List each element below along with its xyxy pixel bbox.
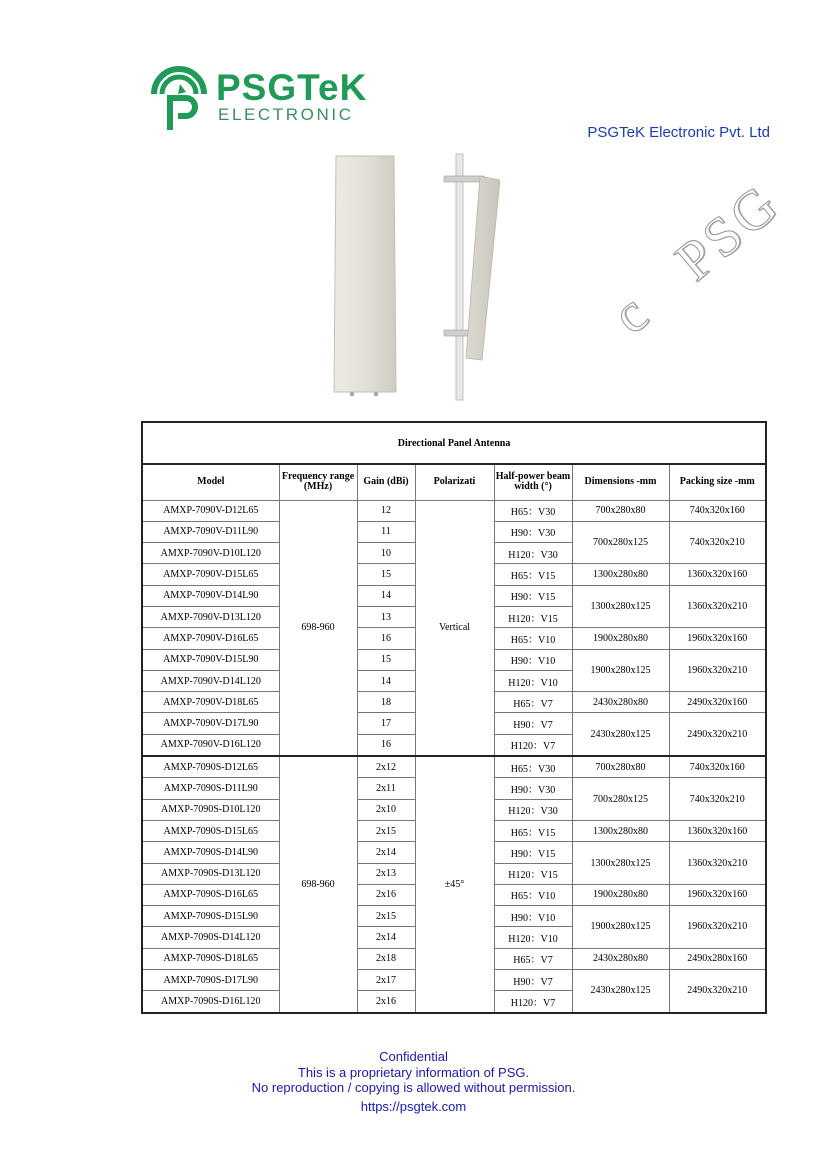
beam-width-cell: H90：V30 bbox=[494, 778, 572, 799]
antenna-product-image bbox=[320, 152, 500, 402]
model-cell: AMXP-7090V-D15L90 bbox=[142, 649, 279, 670]
model-cell: AMXP-7090S-D10L120 bbox=[142, 799, 279, 820]
gain-cell: 2x14 bbox=[357, 842, 415, 863]
gain-cell: 2x17 bbox=[357, 970, 415, 991]
dimensions-cell: 2430x280x125 bbox=[572, 970, 669, 1013]
gain-cell: 2x16 bbox=[357, 884, 415, 905]
model-cell: AMXP-7090S-D11L90 bbox=[142, 778, 279, 799]
model-cell: AMXP-7090S-D14L120 bbox=[142, 927, 279, 948]
dimensions-cell: 1300x280x80 bbox=[572, 820, 669, 841]
header-model: Model bbox=[142, 464, 279, 500]
beam-width-cell: H65：V10 bbox=[494, 884, 572, 905]
model-cell: AMXP-7090S-D16L120 bbox=[142, 991, 279, 1013]
dimensions-cell: 1300x280x80 bbox=[572, 564, 669, 585]
gain-cell: 2x10 bbox=[357, 799, 415, 820]
model-cell: AMXP-7090V-D12L65 bbox=[142, 500, 279, 521]
packing-cell: 2490x320x160 bbox=[669, 692, 766, 713]
logo-mark-icon bbox=[146, 64, 212, 132]
model-cell: AMXP-7090S-D15L65 bbox=[142, 820, 279, 841]
beam-width-cell: H90：V15 bbox=[494, 842, 572, 863]
beam-width-cell: H90：V7 bbox=[494, 713, 572, 734]
company-logo bbox=[146, 64, 376, 136]
footer-confidential: Confidential bbox=[379, 1049, 448, 1064]
beam-width-cell: H65：V15 bbox=[494, 820, 572, 841]
packing-cell: 1360x320x160 bbox=[669, 564, 766, 585]
watermark-left: c bbox=[600, 280, 663, 347]
model-cell: AMXP-7090S-D14L90 bbox=[142, 842, 279, 863]
beam-width-cell: H65：V30 bbox=[494, 756, 572, 778]
gain-cell: 11 bbox=[357, 521, 415, 542]
beam-width-cell: H120：V10 bbox=[494, 670, 572, 691]
table-row bbox=[142, 500, 766, 521]
beam-width-cell: H120：V30 bbox=[494, 543, 572, 564]
beam-width-cell: H90：V10 bbox=[494, 649, 572, 670]
dimensions-cell: 1300x280x125 bbox=[572, 585, 669, 628]
header-dimensions: Dimensions -mm bbox=[572, 464, 669, 500]
psg-watermark bbox=[600, 171, 793, 347]
packing-cell: 740x320x160 bbox=[669, 500, 766, 521]
model-cell: AMXP-7090V-D17L90 bbox=[142, 713, 279, 734]
beam-width-cell: H120：V30 bbox=[494, 799, 572, 820]
header-packing: Packing size -mm bbox=[669, 464, 766, 500]
beam-width-cell: H65：V7 bbox=[494, 692, 572, 713]
header-beam-width: Half-power beam width (°) bbox=[494, 464, 572, 500]
gain-cell: 2x13 bbox=[357, 863, 415, 884]
beam-width-cell: H90：V15 bbox=[494, 585, 572, 606]
dimensions-cell: 1300x280x125 bbox=[572, 842, 669, 885]
gain-cell: 14 bbox=[357, 670, 415, 691]
packing-cell: 740x320x210 bbox=[669, 778, 766, 821]
frequency-cell: 698-960 bbox=[279, 756, 357, 1013]
dimensions-cell: 1900x280x125 bbox=[572, 906, 669, 949]
packing-cell: 1360x320x210 bbox=[669, 585, 766, 628]
model-cell: AMXP-7090S-D13L120 bbox=[142, 863, 279, 884]
packing-cell: 2490x320x210 bbox=[669, 713, 766, 756]
model-cell: AMXP-7090S-D12L65 bbox=[142, 756, 279, 778]
table-row bbox=[142, 756, 766, 778]
model-cell: AMXP-7090V-D16L120 bbox=[142, 734, 279, 756]
company-name: PSGTeK Electronic Pvt. Ltd bbox=[587, 124, 770, 141]
gain-cell: 2x16 bbox=[357, 991, 415, 1013]
spec-table bbox=[141, 421, 767, 1014]
polarization-cell: ±45° bbox=[415, 756, 494, 1013]
gain-cell: 12 bbox=[357, 500, 415, 521]
model-cell: AMXP-7090V-D16L65 bbox=[142, 628, 279, 649]
dimensions-cell: 700x280x80 bbox=[572, 756, 669, 778]
packing-cell: 2490x320x210 bbox=[669, 970, 766, 1013]
dimensions-cell: 2430x280x125 bbox=[572, 713, 669, 756]
header-polarization: Polarizati bbox=[415, 464, 494, 500]
model-cell: AMXP-7090V-D10L120 bbox=[142, 543, 279, 564]
dimensions-cell: 2430x280x80 bbox=[572, 692, 669, 713]
model-cell: AMXP-7090S-D17L90 bbox=[142, 970, 279, 991]
footer-proprietary: This is a proprietary information of PSG. bbox=[297, 1065, 530, 1080]
gain-cell: 16 bbox=[357, 734, 415, 756]
packing-cell: 1360x320x160 bbox=[669, 820, 766, 841]
gain-cell: 14 bbox=[357, 585, 415, 606]
gain-cell: 18 bbox=[357, 692, 415, 713]
beam-width-cell: H120：V7 bbox=[494, 991, 572, 1013]
polarization-cell: Vertical bbox=[415, 500, 494, 756]
dimensions-cell: 700x280x125 bbox=[572, 521, 669, 564]
table-header-row bbox=[142, 464, 766, 500]
model-cell: AMXP-7090S-D18L65 bbox=[142, 948, 279, 969]
dimensions-cell: 700x280x80 bbox=[572, 500, 669, 521]
model-cell: AMXP-7090S-D16L65 bbox=[142, 884, 279, 905]
packing-cell: 740x320x210 bbox=[669, 521, 766, 564]
beam-width-cell: H90：V7 bbox=[494, 970, 572, 991]
packing-cell: 740x320x160 bbox=[669, 756, 766, 778]
dimensions-cell: 1900x280x125 bbox=[572, 649, 669, 692]
dimensions-cell: 1900x280x80 bbox=[572, 884, 669, 905]
frequency-cell: 698-960 bbox=[279, 500, 357, 756]
beam-width-cell: H65：V30 bbox=[494, 500, 572, 521]
model-cell: AMXP-7090V-D14L120 bbox=[142, 670, 279, 691]
packing-cell: 1960x320x210 bbox=[669, 649, 766, 692]
table-title: Directional Panel Antenna bbox=[142, 422, 766, 464]
gain-cell: 2x11 bbox=[357, 778, 415, 799]
gain-cell: 10 bbox=[357, 543, 415, 564]
packing-cell: 1360x320x210 bbox=[669, 842, 766, 885]
beam-width-cell: H65：V7 bbox=[494, 948, 572, 969]
beam-width-cell: H65：V10 bbox=[494, 628, 572, 649]
packing-cell: 2490x280x160 bbox=[669, 948, 766, 969]
gain-cell: 16 bbox=[357, 628, 415, 649]
model-cell: AMXP-7090V-D18L65 bbox=[142, 692, 279, 713]
packing-cell: 1960x320x160 bbox=[669, 628, 766, 649]
gain-cell: 15 bbox=[357, 649, 415, 670]
beam-width-cell: H65：V15 bbox=[494, 564, 572, 585]
packing-cell: 1960x320x210 bbox=[669, 906, 766, 949]
gain-cell: 2x14 bbox=[357, 927, 415, 948]
model-cell: AMXP-7090S-D15L90 bbox=[142, 906, 279, 927]
footer-reproduction: No reproduction / copying is allowed without permission. bbox=[251, 1080, 576, 1095]
packing-cell: 1960x320x160 bbox=[669, 884, 766, 905]
beam-width-cell: H120：V15 bbox=[494, 863, 572, 884]
watermark-right: PSG bbox=[664, 171, 792, 293]
gain-cell: 13 bbox=[357, 606, 415, 627]
model-cell: AMXP-7090V-D15L65 bbox=[142, 564, 279, 585]
gain-cell: 2x18 bbox=[357, 948, 415, 969]
header-gain: Gain (dBi) bbox=[357, 464, 415, 500]
model-cell: AMXP-7090V-D13L120 bbox=[142, 606, 279, 627]
dimensions-cell: 700x280x125 bbox=[572, 778, 669, 821]
gain-cell: 2x12 bbox=[357, 756, 415, 778]
gain-cell: 2x15 bbox=[357, 906, 415, 927]
beam-width-cell: H120：V10 bbox=[494, 927, 572, 948]
footer-website[interactable]: https://psgtek.com bbox=[360, 1099, 467, 1114]
dimensions-cell: 2430x280x80 bbox=[572, 948, 669, 969]
gain-cell: 2x15 bbox=[357, 820, 415, 841]
model-cell: AMXP-7090V-D14L90 bbox=[142, 585, 279, 606]
model-cell: AMXP-7090V-D11L90 bbox=[142, 521, 279, 542]
beam-width-cell: H90：V30 bbox=[494, 521, 572, 542]
beam-width-cell: H90：V10 bbox=[494, 906, 572, 927]
logo-subtitle: ELECTRONIC bbox=[218, 105, 354, 124]
vertical-group bbox=[142, 500, 766, 756]
slant-group bbox=[142, 756, 766, 1013]
dimensions-cell: 1900x280x80 bbox=[572, 628, 669, 649]
logo-wordmark: PSGTeK bbox=[216, 67, 368, 108]
beam-width-cell: H120：V15 bbox=[494, 606, 572, 627]
gain-cell: 17 bbox=[357, 713, 415, 734]
header-frequency: Frequency range (MHz) bbox=[279, 464, 357, 500]
beam-width-cell: H120：V7 bbox=[494, 734, 572, 756]
gain-cell: 15 bbox=[357, 564, 415, 585]
